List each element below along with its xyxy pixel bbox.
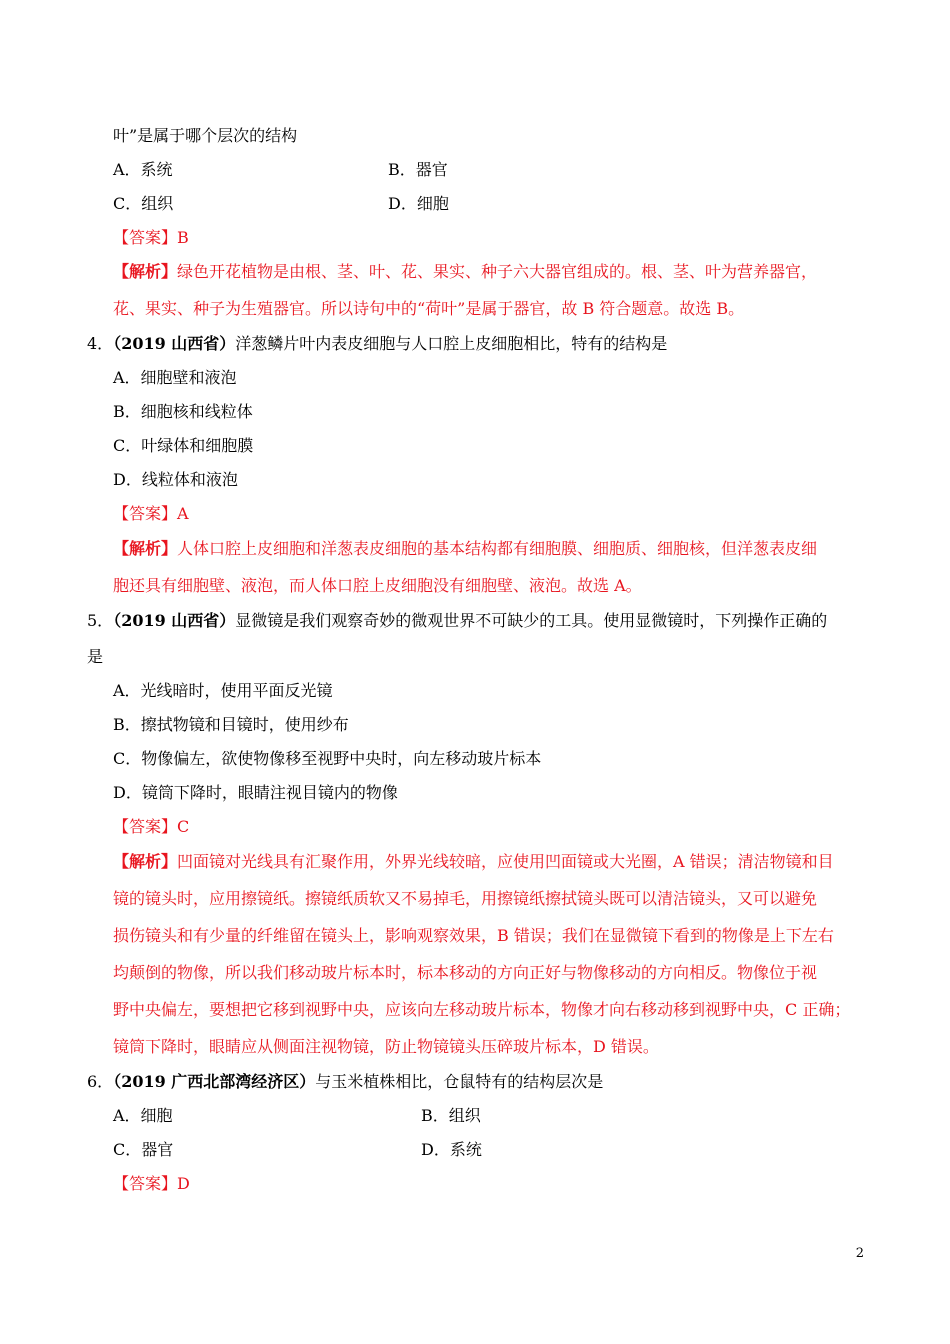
q6-source: （2019 广西北部湾经济区） bbox=[113, 1072, 316, 1091]
q5-analysis-line-4: 均颠倒的物像，所以我们移动玻片标本时，标本移动的方向正好与物像移动的方向相反。物像位于视 bbox=[113, 963, 818, 982]
answer-value: C bbox=[177, 817, 190, 836]
q5-stem-text: 显微镜是我们观察奇妙的微观世界不可缺少的工具。使用显微镜时，下列操作正确的 bbox=[235, 611, 828, 630]
q6-answer bbox=[113, 1172, 190, 1196]
answer-tag: 【答案】 bbox=[113, 228, 178, 247]
q3-analysis-line-2: 花、果实、种子为生殖器官。所以诗句中的“荷叶”是属于器官，故 B 符合题意。故选 B。 bbox=[113, 299, 745, 318]
analysis-tag: 【解析】 bbox=[113, 262, 178, 281]
q4-analysis-line-1 bbox=[113, 537, 817, 561]
q5-option-a: A．光线暗时，使用平面反光镜 bbox=[113, 681, 333, 700]
q5-analysis-line-1 bbox=[113, 850, 834, 874]
q4-number: 4． bbox=[87, 334, 114, 353]
answer-tag: 【答案】 bbox=[113, 817, 178, 836]
q5-analysis-line-2: 镜的镜头时，应用擦镜纸。擦镜纸质软又不易掉毛，用擦镜纸擦拭镜头既可以清洁镜头，又可以避免 bbox=[113, 889, 818, 908]
q5-analysis-line-6: 镜筒下降时，眼睛应从侧面注视物镜，防止物镜镜头压碎玻片标本，D 错误。 bbox=[113, 1037, 659, 1056]
q5-stem bbox=[87, 609, 827, 633]
q4-stem-text: 洋葱鳞片叶内表皮细胞与人口腔上皮细胞相比，特有的结构是 bbox=[235, 334, 668, 353]
q6-number: 6． bbox=[87, 1072, 114, 1091]
analysis-tag: 【解析】 bbox=[113, 852, 178, 871]
page-number: 2 bbox=[855, 1246, 864, 1261]
q3-option-b: B．器官 bbox=[388, 160, 448, 179]
answer-tag: 【答案】 bbox=[113, 504, 178, 523]
q3-stem-continuation: 叶”是属于哪个层次的结构 bbox=[113, 126, 298, 145]
answer-value: B bbox=[177, 228, 189, 247]
q5-answer bbox=[113, 815, 189, 839]
q5-analysis-line-5: 野中央偏左，要想把它移到视野中央，应该向左移动玻片标本，物像才向右移动移到视野中央，C 正确； bbox=[113, 1000, 851, 1019]
q3-option-c: C．组织 bbox=[113, 194, 174, 213]
q3-option-d: D．细胞 bbox=[388, 194, 449, 213]
q5-source: （2019 山西省） bbox=[113, 611, 236, 630]
analysis-text: 绿色开花植物是由根、茎、叶、花、果实、种子六大器官组成的。根、茎、叶为营养器官， bbox=[177, 262, 818, 281]
q6-stem bbox=[87, 1070, 603, 1094]
q4-option-b: B．细胞核和线粒体 bbox=[113, 402, 253, 421]
q3-analysis-line-1 bbox=[113, 260, 817, 284]
q4-answer bbox=[113, 502, 189, 526]
q5-stem-line-2: 是 bbox=[87, 647, 104, 666]
q6-option-b: B．组织 bbox=[421, 1106, 481, 1125]
q5-option-d: D．镜筒下降时，眼睛注视目镜内的物像 bbox=[113, 783, 398, 802]
q6-option-d: D．系统 bbox=[421, 1140, 482, 1159]
analysis-text: 凹面镜对光线具有汇聚作用，外界光线较暗，应使用凹面镜或大光圈，A 错误；清洁物镜和目 bbox=[177, 852, 834, 871]
q4-option-d: D．线粒体和液泡 bbox=[113, 470, 238, 489]
q5-option-b: B．擦拭物镜和目镜时，使用纱布 bbox=[113, 715, 349, 734]
q5-analysis-line-3: 损伤镜头和有少量的纤维留在镜头上，影响观察效果，B 错误；我们在显微镜下看到的物像是上下左右 bbox=[113, 926, 834, 945]
q5-option-c: C．物像偏左，欲使物像移至视野中央时，向左移动玻片标本 bbox=[113, 749, 542, 768]
analysis-tag: 【解析】 bbox=[113, 539, 178, 558]
q3-option-a: A．系统 bbox=[113, 160, 173, 179]
answer-tag: 【答案】 bbox=[113, 1174, 178, 1193]
q6-option-a: A．细胞 bbox=[113, 1106, 173, 1125]
q4-option-c: C．叶绿体和细胞膜 bbox=[113, 436, 254, 455]
q6-option-c: C．器官 bbox=[113, 1140, 174, 1159]
analysis-text: 人体口腔上皮细胞和洋葱表皮细胞的基本结构都有细胞膜、细胞质、细胞核，但洋葱表皮细 bbox=[177, 539, 818, 558]
answer-value: D bbox=[177, 1174, 190, 1193]
q5-number: 5． bbox=[87, 611, 114, 630]
q4-source: （2019 山西省） bbox=[113, 334, 236, 353]
q4-option-a: A．细胞壁和液泡 bbox=[113, 368, 237, 387]
q4-stem bbox=[87, 332, 667, 356]
answer-value: A bbox=[177, 504, 189, 523]
q4-analysis-line-2: 胞还具有细胞壁、液泡，而人体口腔上皮细胞没有细胞壁、液泡。故选 A。 bbox=[113, 576, 642, 595]
q3-answer bbox=[113, 226, 189, 250]
q6-stem-text: 与玉米植株相比，仓鼠特有的结构层次是 bbox=[315, 1072, 604, 1091]
